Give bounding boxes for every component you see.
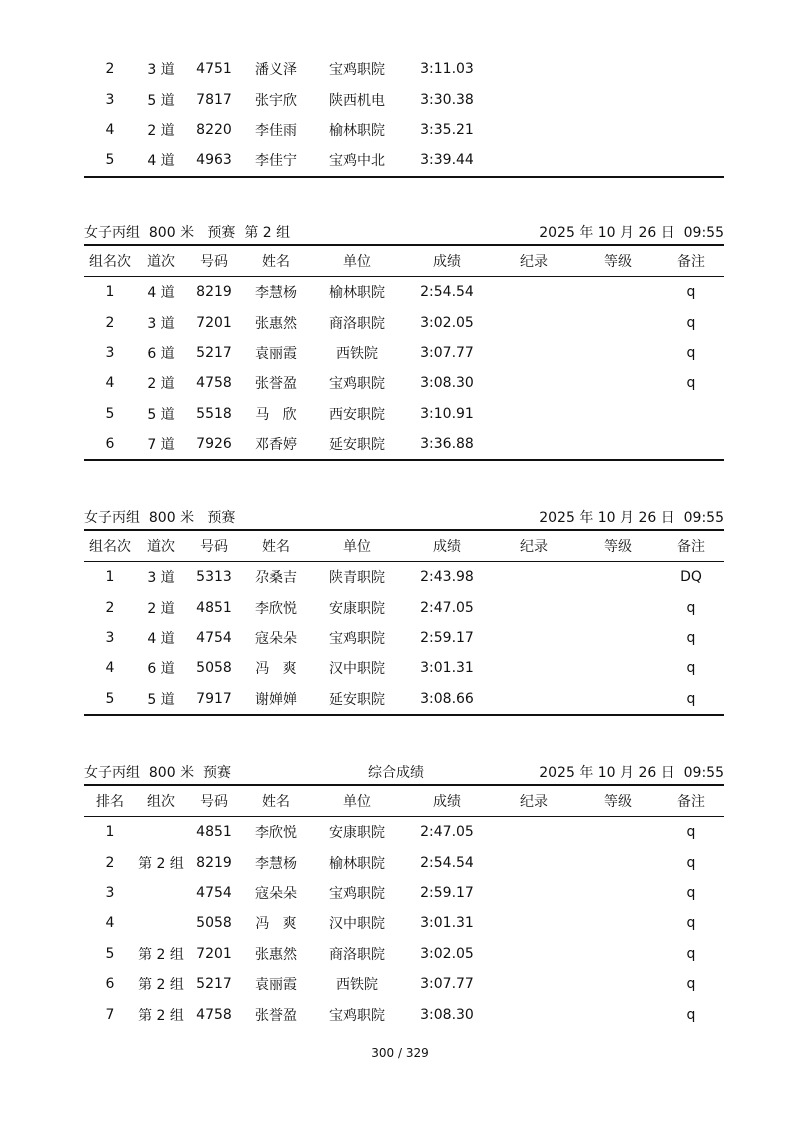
cell-lane-or-group: 6 道 [147, 345, 175, 362]
event-title: 女子丙组 800 米 预赛 第 2 组 [84, 225, 291, 241]
header-remark: 备注 [677, 539, 705, 555]
cell-remark: q [686, 599, 696, 616]
table-row [84, 999, 724, 1029]
table-row [84, 592, 724, 622]
cell-rank: 5 [105, 945, 115, 962]
cell-remark: q [686, 660, 696, 677]
cell-team: 西铁院 [336, 977, 378, 994]
cell-lane-or-group: 第 2 组 [138, 1007, 184, 1024]
table-header-row [84, 786, 724, 817]
cell-team: 汉中职院 [329, 661, 385, 678]
cell-athlete-name: 李佳宁 [255, 153, 297, 170]
cell-remark: q [686, 945, 696, 962]
cell-team: 宝鸡职院 [329, 376, 385, 393]
combined-results-label: 综合成绩 [368, 765, 424, 781]
header-team: 单位 [343, 539, 371, 555]
cell-bib-number: 4754 [196, 629, 232, 646]
cell-result: 3:08.66 [420, 690, 474, 707]
cell-result: 3:01.31 [420, 660, 474, 677]
cell-result: 3:36.88 [420, 436, 474, 453]
table-row [84, 399, 724, 429]
cell-rank: 3 [105, 884, 115, 901]
cell-rank: 2 [105, 61, 115, 78]
table-body [84, 277, 724, 459]
cell-team: 陕西机电 [329, 92, 385, 109]
header-rank: 组名次 [89, 254, 131, 270]
cell-result: 3:07.77 [420, 976, 474, 993]
header-bib-number: 号码 [200, 254, 228, 270]
header-lane-or-group: 道次 [147, 539, 175, 555]
cell-bib-number: 7817 [196, 91, 232, 108]
cell-remark: q [686, 976, 696, 993]
cell-bib-number: 8219 [196, 284, 232, 301]
cell-athlete-name: 李慧杨 [255, 285, 297, 302]
cell-bib-number: 4963 [196, 152, 232, 169]
cell-team: 榆林职院 [329, 855, 385, 872]
cell-rank: 1 [105, 569, 115, 586]
cell-result: 2:47.05 [420, 599, 474, 616]
cell-remark: q [686, 915, 696, 932]
table-bottom-rule [84, 714, 724, 716]
cell-bib-number: 5313 [196, 569, 232, 586]
table-row [84, 939, 724, 969]
cell-athlete-name: 张誉盈 [255, 1007, 297, 1024]
header-result: 成绩 [433, 539, 461, 555]
header-athlete-name: 姓名 [262, 539, 290, 555]
cell-bib-number: 4851 [196, 824, 232, 841]
cell-rank: 7 [105, 1006, 115, 1023]
cell-rank: 2 [105, 314, 115, 331]
cell-athlete-name: 马 欣 [255, 406, 297, 423]
header-remark: 备注 [677, 794, 705, 810]
cell-lane-or-group: 第 2 组 [138, 977, 184, 994]
cell-lane-or-group: 5 道 [147, 406, 175, 423]
cell-result: 2:43.98 [420, 569, 474, 586]
results-table-heat [84, 507, 724, 716]
cell-bib-number: 5217 [196, 976, 232, 993]
cell-athlete-name: 谢婵婵 [255, 691, 297, 708]
cell-bib-number: 8219 [196, 854, 232, 871]
cell-bib-number: 5058 [196, 660, 232, 677]
cell-remark: q [686, 314, 696, 331]
header-record: 纪录 [520, 539, 548, 555]
cell-remark: q [686, 884, 696, 901]
cell-bib-number: 7926 [196, 436, 232, 453]
cell-athlete-name: 冯 爽 [255, 916, 297, 933]
cell-result: 3:11.03 [420, 61, 474, 78]
cell-bib-number: 4751 [196, 61, 232, 78]
cell-rank: 5 [105, 690, 115, 707]
cell-rank: 6 [105, 976, 115, 993]
table-row [84, 684, 724, 714]
table-row [84, 84, 724, 114]
cell-result: 3:08.30 [420, 375, 474, 392]
cell-result: 2:59.17 [420, 629, 474, 646]
cell-lane-or-group: 3 道 [147, 62, 175, 79]
table-row [84, 54, 724, 84]
table-header-row [84, 246, 724, 277]
table-row [84, 115, 724, 145]
event-title: 女子丙组 800 米 预赛 [84, 510, 236, 526]
cell-athlete-name: 寇朵朵 [255, 885, 297, 902]
cell-result: 3:08.30 [420, 1006, 474, 1023]
header-rank: 排名 [96, 794, 124, 810]
cell-team: 延安职院 [329, 437, 385, 454]
cell-team: 安康职院 [329, 600, 385, 617]
table-row [84, 878, 724, 908]
header-lane-or-group: 道次 [147, 254, 175, 270]
table-row [84, 429, 724, 459]
cell-lane-or-group: 2 道 [147, 376, 175, 393]
cell-lane-or-group: 5 道 [147, 691, 175, 708]
cell-bib-number: 5217 [196, 344, 232, 361]
cell-result: 2:54.54 [420, 284, 474, 301]
cell-rank: 2 [105, 599, 115, 616]
page-number: 300 / 329 [371, 1046, 429, 1060]
cell-lane-or-group: 2 道 [147, 600, 175, 617]
table-row [84, 338, 724, 368]
cell-rank: 4 [105, 121, 115, 138]
table-row [84, 368, 724, 398]
cell-bib-number: 4758 [196, 375, 232, 392]
cell-result: 2:59.17 [420, 884, 474, 901]
cell-team: 榆林职院 [329, 122, 385, 139]
cell-team: 延安职院 [329, 691, 385, 708]
results-table-heat-2 [84, 222, 724, 461]
cell-athlete-name: 李佳雨 [255, 122, 297, 139]
cell-remark: q [686, 824, 696, 841]
cell-remark: DQ [680, 569, 702, 586]
cell-athlete-name: 邓香婷 [255, 437, 297, 454]
cell-remark: q [686, 1006, 696, 1023]
cell-result: 3:30.38 [420, 91, 474, 108]
header-team: 单位 [343, 254, 371, 270]
cell-remark: q [686, 629, 696, 646]
cell-rank: 3 [105, 629, 115, 646]
cell-bib-number: 8220 [196, 121, 232, 138]
header-result: 成绩 [433, 794, 461, 810]
cell-bib-number: 4851 [196, 599, 232, 616]
table-title-row [84, 222, 724, 244]
cell-lane-or-group: 6 道 [147, 661, 175, 678]
header-result: 成绩 [433, 254, 461, 270]
cell-lane-or-group: 3 道 [147, 570, 175, 587]
cell-bib-number: 5058 [196, 915, 232, 932]
cell-athlete-name: 张誉盈 [255, 376, 297, 393]
cell-athlete-name: 袁丽霞 [255, 977, 297, 994]
table-row [84, 307, 724, 337]
header-athlete-name: 姓名 [262, 794, 290, 810]
cell-team: 西安职院 [329, 406, 385, 423]
cell-team: 商洛职院 [329, 315, 385, 332]
cell-result: 3:10.91 [420, 405, 474, 422]
table-row [84, 817, 724, 847]
cell-result: 3:39.44 [420, 152, 474, 169]
header-record: 纪录 [520, 794, 548, 810]
table-body [84, 817, 724, 1030]
cell-result: 3:07.77 [420, 344, 474, 361]
cell-result: 3:35.21 [420, 121, 474, 138]
table-row [84, 908, 724, 938]
header-grade: 等级 [604, 254, 632, 270]
cell-rank: 5 [105, 405, 115, 422]
header-athlete-name: 姓名 [262, 254, 290, 270]
table-row [84, 562, 724, 592]
header-rank: 组名次 [89, 539, 131, 555]
cell-remark: q [686, 284, 696, 301]
cell-team: 宝鸡职院 [329, 630, 385, 647]
cell-rank: 3 [105, 344, 115, 361]
table-row [84, 847, 724, 877]
cell-athlete-name: 李欣悦 [255, 600, 297, 617]
cell-athlete-name: 李欣悦 [255, 825, 297, 842]
cell-athlete-name: 寇朵朵 [255, 630, 297, 647]
cell-athlete-name: 李慧杨 [255, 855, 297, 872]
cell-team: 西铁院 [336, 345, 378, 362]
cell-team: 陕青职院 [329, 570, 385, 587]
results-table-combined [84, 762, 724, 1030]
cell-rank: 4 [105, 660, 115, 677]
cell-lane-or-group: 4 道 [147, 153, 175, 170]
event-title: 女子丙组 800 米 预赛 [84, 765, 231, 781]
table-row [84, 277, 724, 307]
event-datetime: 2025 年 10 月 26 日 09:55 [539, 225, 724, 241]
cell-result: 3:02.05 [420, 945, 474, 962]
table-body [84, 54, 724, 176]
cell-rank: 5 [105, 152, 115, 169]
cell-lane-or-group: 第 2 组 [138, 855, 184, 872]
header-team: 单位 [343, 794, 371, 810]
cell-bib-number: 4758 [196, 1006, 232, 1023]
results-table-continued [84, 54, 724, 178]
table-header-row [84, 531, 724, 562]
header-grade: 等级 [604, 539, 632, 555]
cell-team: 安康职院 [329, 825, 385, 842]
cell-athlete-name: 尕桑吉 [255, 570, 297, 587]
cell-athlete-name: 潘义泽 [255, 62, 297, 79]
cell-rank: 2 [105, 854, 115, 871]
table-row [84, 145, 724, 175]
header-lane-or-group: 组次 [147, 794, 175, 810]
cell-lane-or-group: 5 道 [147, 92, 175, 109]
cell-athlete-name: 冯 爽 [255, 661, 297, 678]
table-title-row [84, 762, 724, 784]
table-body [84, 562, 724, 714]
cell-rank: 6 [105, 436, 115, 453]
cell-lane-or-group: 第 2 组 [138, 946, 184, 963]
header-remark: 备注 [677, 254, 705, 270]
cell-rank: 4 [105, 915, 115, 932]
cell-bib-number: 4754 [196, 884, 232, 901]
cell-lane-or-group: 3 道 [147, 315, 175, 332]
cell-athlete-name: 袁丽霞 [255, 345, 297, 362]
cell-team: 宝鸡中北 [329, 153, 385, 170]
cell-remark: q [686, 690, 696, 707]
cell-lane-or-group: 2 道 [147, 122, 175, 139]
header-record: 纪录 [520, 254, 548, 270]
cell-bib-number: 5518 [196, 405, 232, 422]
cell-rank: 1 [105, 284, 115, 301]
cell-result: 3:01.31 [420, 915, 474, 932]
cell-team: 宝鸡职院 [329, 885, 385, 902]
cell-team: 宝鸡职院 [329, 62, 385, 79]
cell-team: 榆林职院 [329, 285, 385, 302]
cell-remark: q [686, 344, 696, 361]
cell-lane-or-group: 7 道 [147, 437, 175, 454]
table-title-row [84, 507, 724, 529]
table-row [84, 653, 724, 683]
cell-result: 3:02.05 [420, 314, 474, 331]
cell-result: 2:54.54 [420, 854, 474, 871]
table-row [84, 969, 724, 999]
cell-bib-number: 7201 [196, 945, 232, 962]
header-grade: 等级 [604, 794, 632, 810]
cell-rank: 4 [105, 375, 115, 392]
cell-bib-number: 7917 [196, 690, 232, 707]
cell-athlete-name: 张宇欣 [255, 92, 297, 109]
header-bib-number: 号码 [200, 539, 228, 555]
cell-remark: q [686, 375, 696, 392]
table-row [84, 623, 724, 653]
cell-rank: 3 [105, 91, 115, 108]
cell-rank: 1 [105, 824, 115, 841]
cell-lane-or-group: 4 道 [147, 285, 175, 302]
cell-lane-or-group: 4 道 [147, 630, 175, 647]
cell-bib-number: 7201 [196, 314, 232, 331]
cell-remark: q [686, 854, 696, 871]
cell-team: 汉中职院 [329, 916, 385, 933]
cell-team: 商洛职院 [329, 946, 385, 963]
table-bottom-rule [84, 176, 724, 178]
table-bottom-rule [84, 459, 724, 461]
cell-team: 宝鸡职院 [329, 1007, 385, 1024]
cell-athlete-name: 张惠然 [255, 315, 297, 332]
cell-athlete-name: 张惠然 [255, 946, 297, 963]
event-datetime: 2025 年 10 月 26 日 09:55 [539, 510, 724, 526]
cell-result: 2:47.05 [420, 824, 474, 841]
header-bib-number: 号码 [200, 794, 228, 810]
event-datetime: 2025 年 10 月 26 日 09:55 [539, 765, 724, 781]
